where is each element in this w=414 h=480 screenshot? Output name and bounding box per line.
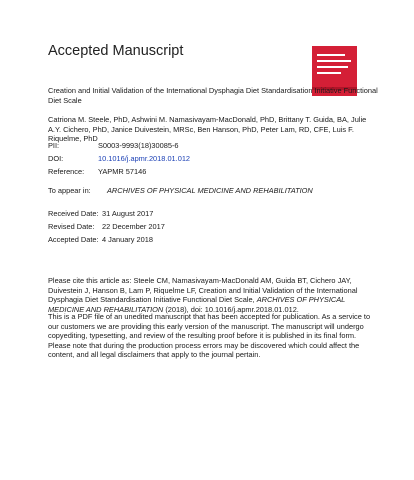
article-authors: Catriona M. Steele, PhD, Ashwini M. Namasivayam-MacDonald, PhD, Brittany T. Guida, BA, Julie A.Y. Cichero, PhD, Janice Duivestein, MRSc, Ben Hanson, PhD, Peter Lam, RD, CFE, Luis F. Riquelme, PhD: [48, 115, 367, 144]
received-value: 31 August 2017: [102, 209, 154, 218]
citation-tail: (2018), doi: 10.1016/j.apmr.2018.01.012.: [165, 304, 299, 314]
article-title: Creation and Initial Validation of the International Dysphagia Diet Standardisation Initiative Functional Diet Scale: [48, 86, 378, 105]
pii-row: [48, 141, 179, 151]
received-label: Received Date:: [48, 209, 99, 218]
doi-label: DOI:: [48, 154, 64, 163]
disclaimer-paragraph: This is a PDF file of an unedited manuscript that has been accepted for publication. As a service to our customers we are providing this early version of the manuscript. The manuscript will undergo copyediting, typesetting, and review of the resulting proof before it is published in its final form. Please note that during the production process errors may be discovered which could affect the content, and all legal disclaimers that apply to the journal pertain.: [48, 312, 371, 360]
pii-value: S0003-9993(18)30085-6: [98, 141, 179, 150]
reference-label: Reference:: [48, 167, 85, 176]
revised-row: [48, 222, 165, 232]
accepted-row: [48, 235, 153, 245]
revised-value: 22 December 2017: [102, 222, 165, 231]
reference-row: [48, 167, 146, 177]
doi-link[interactable]: 10.1016/j.apmr.2018.01.012: [98, 154, 191, 163]
accepted-value: 4 January 2018: [102, 235, 153, 244]
citation-journal: ARCHIVES OF PHYSICAL MEDICINE AND REHABILITATION: [48, 295, 346, 314]
revised-label: Revised Date:: [48, 222, 95, 231]
accepted-label: Accepted Date:: [48, 235, 99, 244]
page-heading: Accepted Manuscript: [48, 43, 184, 59]
citation-paragraph: [48, 276, 378, 314]
appear-label: To appear in:: [48, 186, 91, 195]
pii-label: PII:: [48, 141, 60, 150]
journal-name: ARCHIVES OF PHYSICAL MEDICINE AND REHABILITATION: [107, 186, 313, 195]
reference-value: YAPMR 57146: [98, 167, 147, 176]
received-row: [48, 209, 153, 219]
citation-text: Please cite this article as: Steele CM, Namasivayam-MacDonald AM, Guida BT, Cichero JAY, Duivestein J, Hanson B, Lam P, Riquelme LF, Creation and Initial Validation of the International Dysphagia Diet Standardisation Initiative Functional Diet Scale,: [48, 276, 358, 305]
appear-row: [48, 186, 313, 196]
doi-row: [48, 154, 190, 164]
